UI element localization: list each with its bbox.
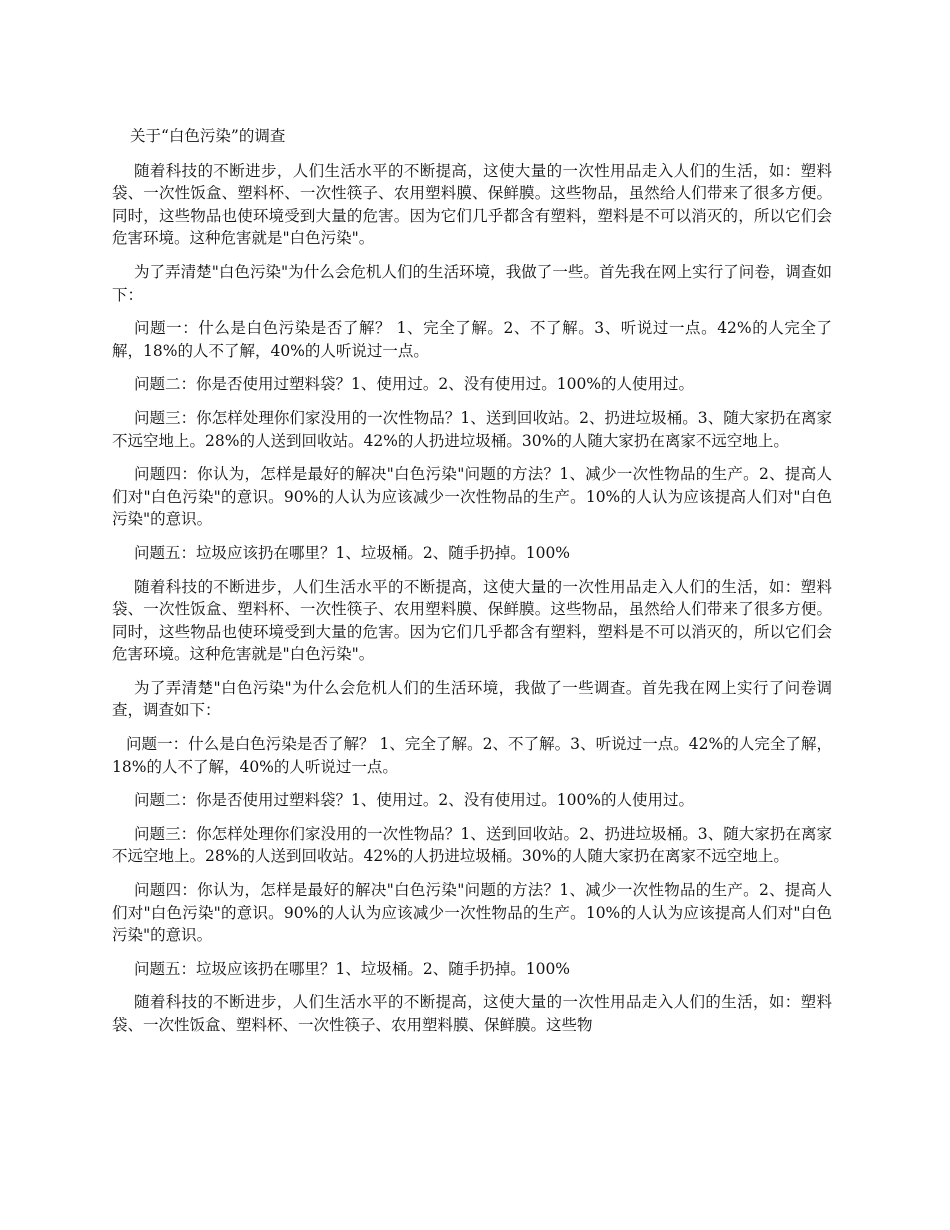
paragraph-intro: 随着科技的不断进步，人们生活水平的不断提高，这使大量的一次性用品走入人们的生活，如：塑料袋、一次性饭盒、塑料杯、一次性筷子、农用塑料膜、保鲜膜。这些物品，虽然给人们带来了很多方便。同时，这些物品也使环境受到大量的危害。因为它们几乎都含有塑料，塑料是不可以消灭的，所以它们会危害环境。这种危害就是"白色污染"。 <box>112 161 832 248</box>
paragraph-question-3: 问题三：你怎样处理你们家没用的一次性物品？1、送到回收站。2、扔进垃圾桶。3、随大家扔在离家不远空地上。28%的人送到回收站。42%的人扔进垃圾桶。30%的人随大家扔在离家不远空地上。 <box>112 408 832 450</box>
paragraph-question-3-repeat: 问题三：你怎样处理你们家没用的一次性物品？1、送到回收站。2、扔进垃圾桶。3、随大家扔在离家不远空地上。28%的人送到回收站。42%的人扔进垃圾桶。30%的人随大家扔在离家不远空地上。 <box>112 824 832 866</box>
paragraph-purpose: 为了弄清楚"白色污染"为什么会危机人们的生活环境，我做了一些。首先我在网上实行了问卷，调查如下： <box>112 262 832 304</box>
paragraph-question-5-repeat: 问题五：垃圾应该扔在哪里？1、垃圾桶。2、随手扔掉。100% <box>134 959 571 978</box>
paragraph-question-4: 问题四：你认为，怎样是最好的解决"白色污染"问题的方法？1、减少一次性物品的生产。2、提高人们对"白色污染"的意识。90%的人认为应该减少一次性物品的生产。10%的人认为应该提高人们对"白色污染"的意识。 <box>112 465 832 529</box>
paragraph-question-1: 问题一：什么是白色污染是否了解？ 1、完全了解。2、不了解。3、听说过一点。42%的人完全了解，18%的人不了解，40%的人听说过一点。 <box>112 319 832 360</box>
paragraph-question-2-repeat: 问题二：你是否使用过塑料袋？1、使用过。2、没有使用过。100%的人使用过。 <box>134 791 695 810</box>
paragraph-question-2: 问题二：你是否使用过塑料袋？1、使用过。2、没有使用过。100%的人使用过。 <box>134 375 695 394</box>
document-title: 关于“白色污染”的调查 <box>130 127 286 145</box>
document-page <box>112 125 832 1048</box>
paragraph-question-4-repeat: 问题四：你认为，怎样是最好的解决"白色污染"问题的方法？1、减少一次性物品的生产。2、提高人们对"白色污染"的意识。90%的人认为应该减少一次性物品的生产。10%的人认为应该提高人们对"白色污染"的意识。 <box>112 881 832 945</box>
paragraph-question-1-repeat: 问题一：什么是白色污染是否了解？ 1、完全了解。2、不了解。3、听说过一点。42%的人完全了解，18%的人不了解，40%的人听说过一点。 <box>112 735 832 776</box>
paragraph-intro-repeat: 随着科技的不断进步，人们生活水平的不断提高，这使大量的一次性用品走入人们的生活，如：塑料袋、一次性饭盒、塑料杯、一次性筷子、农用塑料膜、保鲜膜。这些物品，虽然给人们带来了很多方便。同时，这些物品也使环境受到大量的危害。因为它们几乎都含有塑料，塑料是不可以消灭的，所以它们会危害环境。这种危害就是"白色污染"。 <box>112 577 832 664</box>
paragraph-question-5: 问题五：垃圾应该扔在哪里？1、垃圾桶。2、随手扔掉。100% <box>134 543 571 562</box>
paragraph-purpose-repeat: 为了弄清楚"白色污染"为什么会危机人们的生活环境，我做了一些调查。首先我在网上实行了问卷调查，调查如下： <box>112 678 832 720</box>
paragraph-intro-partial: 随着科技的不断进步，人们生活水平的不断提高，这使大量的一次性用品走入人们的生活，如：塑料袋、一次性饭盒、塑料杯、一次性筷子、农用塑料膜、保鲜膜。这些物 <box>112 993 832 1034</box>
